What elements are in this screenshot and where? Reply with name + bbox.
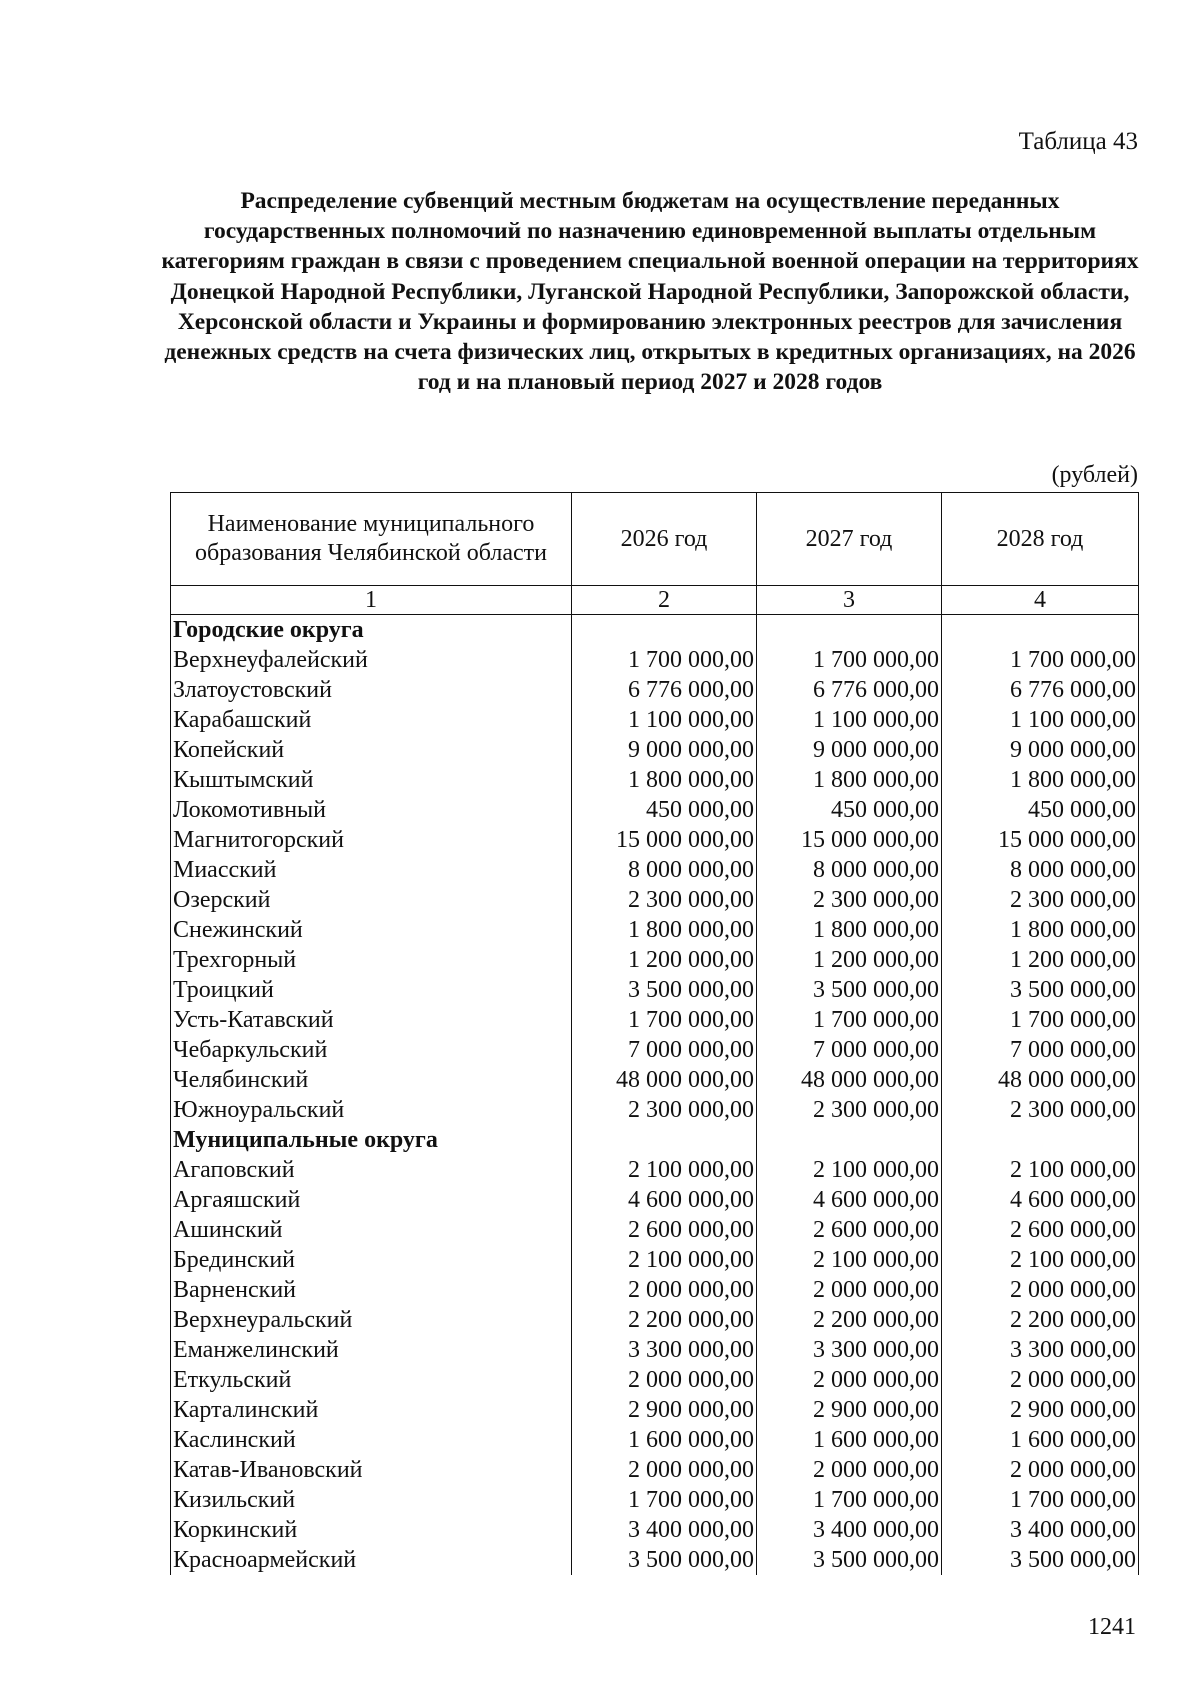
value-2026: 2 300 000,00 — [572, 885, 757, 915]
table-row — [171, 1155, 1139, 1185]
table-row — [171, 645, 1139, 675]
empty-cell — [757, 615, 942, 646]
value-2026: 2 000 000,00 — [572, 1275, 757, 1305]
value-2026: 1 700 000,00 — [572, 1005, 757, 1035]
value-2027: 6 776 000,00 — [757, 675, 942, 705]
value-2027: 1 600 000,00 — [757, 1425, 942, 1455]
value-2027: 1 700 000,00 — [757, 645, 942, 675]
value-2026: 450 000,00 — [572, 795, 757, 825]
value-2026: 1 200 000,00 — [572, 945, 757, 975]
municipality-name: Карабашский — [171, 705, 572, 735]
value-2028: 1 700 000,00 — [942, 1005, 1139, 1035]
municipality-name: Златоустовский — [171, 675, 572, 705]
table-row — [171, 1215, 1139, 1245]
municipality-name: Магнитогорский — [171, 825, 572, 855]
column-number: 1 — [171, 586, 572, 615]
subvention-table — [170, 492, 1139, 1575]
value-2028: 7 000 000,00 — [942, 1035, 1139, 1065]
table-row — [171, 915, 1139, 945]
value-2028: 1 600 000,00 — [942, 1425, 1139, 1455]
value-2027: 3 300 000,00 — [757, 1335, 942, 1365]
value-2026: 3 400 000,00 — [572, 1515, 757, 1545]
municipality-name: Ашинский — [171, 1215, 572, 1245]
value-2028: 1 700 000,00 — [942, 645, 1139, 675]
value-2028: 3 500 000,00 — [942, 1545, 1139, 1575]
value-2027: 2 000 000,00 — [757, 1275, 942, 1305]
municipality-name: Еткульский — [171, 1365, 572, 1395]
value-2028: 2 600 000,00 — [942, 1215, 1139, 1245]
table-row — [171, 1305, 1139, 1335]
value-2027: 2 000 000,00 — [757, 1365, 942, 1395]
section-row — [171, 615, 1139, 646]
municipality-name: Троицкий — [171, 975, 572, 1005]
value-2028: 8 000 000,00 — [942, 855, 1139, 885]
value-2027: 1 700 000,00 — [757, 1005, 942, 1035]
value-2027: 15 000 000,00 — [757, 825, 942, 855]
value-2026: 2 000 000,00 — [572, 1365, 757, 1395]
value-2028: 2 000 000,00 — [942, 1365, 1139, 1395]
value-2027: 2 100 000,00 — [757, 1155, 942, 1185]
table-row — [171, 705, 1139, 735]
table-row — [171, 1515, 1139, 1545]
value-2027: 2 300 000,00 — [757, 885, 942, 915]
municipality-name: Красноармейский — [171, 1545, 572, 1575]
municipality-name: Локомотивный — [171, 795, 572, 825]
value-2026: 3 500 000,00 — [572, 1545, 757, 1575]
value-2028: 1 800 000,00 — [942, 765, 1139, 795]
table-body — [171, 615, 1139, 1576]
value-2026: 1 100 000,00 — [572, 705, 757, 735]
municipality-name: Верхнеуфалейский — [171, 645, 572, 675]
municipality-name: Каслинский — [171, 1425, 572, 1455]
value-2028: 2 900 000,00 — [942, 1395, 1139, 1425]
municipality-name: Копейский — [171, 735, 572, 765]
value-2027: 1 200 000,00 — [757, 945, 942, 975]
value-2026: 3 300 000,00 — [572, 1335, 757, 1365]
column-number: 2 — [572, 586, 757, 615]
empty-cell — [942, 1125, 1139, 1155]
header-2028: 2028 год — [942, 493, 1139, 586]
table-label: Таблица 43 — [1018, 128, 1138, 155]
table-row — [171, 1395, 1139, 1425]
value-2026: 4 600 000,00 — [572, 1185, 757, 1215]
value-2028: 2 100 000,00 — [942, 1245, 1139, 1275]
value-2027: 3 400 000,00 — [757, 1515, 942, 1545]
table-row — [171, 825, 1139, 855]
value-2028: 15 000 000,00 — [942, 825, 1139, 855]
value-2026: 6 776 000,00 — [572, 675, 757, 705]
value-2027: 8 000 000,00 — [757, 855, 942, 885]
value-2028: 9 000 000,00 — [942, 735, 1139, 765]
table-row — [171, 945, 1139, 975]
value-2026: 2 900 000,00 — [572, 1395, 757, 1425]
table-row — [171, 1095, 1139, 1125]
column-number-row — [171, 586, 1139, 615]
value-2028: 2 000 000,00 — [942, 1275, 1139, 1305]
value-2028: 450 000,00 — [942, 795, 1139, 825]
table-row — [171, 855, 1139, 885]
value-2026: 3 500 000,00 — [572, 975, 757, 1005]
value-2027: 1 700 000,00 — [757, 1485, 942, 1515]
table-row — [171, 1035, 1139, 1065]
column-number: 4 — [942, 586, 1139, 615]
value-2026: 9 000 000,00 — [572, 735, 757, 765]
table-row — [171, 1065, 1139, 1095]
value-2028: 2 300 000,00 — [942, 885, 1139, 915]
value-2026: 1 800 000,00 — [572, 915, 757, 945]
value-2027: 3 500 000,00 — [757, 975, 942, 1005]
value-2026: 7 000 000,00 — [572, 1035, 757, 1065]
table-row — [171, 1245, 1139, 1275]
value-2027: 1 800 000,00 — [757, 765, 942, 795]
empty-cell — [942, 615, 1139, 646]
column-number: 3 — [757, 586, 942, 615]
value-2028: 2 200 000,00 — [942, 1305, 1139, 1335]
empty-cell — [572, 1125, 757, 1155]
value-2027: 2 300 000,00 — [757, 1095, 942, 1125]
value-2028: 3 500 000,00 — [942, 975, 1139, 1005]
value-2028: 3 400 000,00 — [942, 1515, 1139, 1545]
table-row — [171, 675, 1139, 705]
municipality-name: Аргаяшский — [171, 1185, 572, 1215]
value-2026: 2 600 000,00 — [572, 1215, 757, 1245]
table-row — [171, 1485, 1139, 1515]
value-2028: 48 000 000,00 — [942, 1065, 1139, 1095]
value-2028: 2 300 000,00 — [942, 1095, 1139, 1125]
value-2026: 2 100 000,00 — [572, 1245, 757, 1275]
municipality-name: Чебаркульский — [171, 1035, 572, 1065]
municipality-name: Еманжелинский — [171, 1335, 572, 1365]
units-label: (рублей) — [1051, 462, 1138, 488]
value-2027: 1 100 000,00 — [757, 705, 942, 735]
table-row — [171, 1455, 1139, 1485]
municipality-name: Усть-Катавский — [171, 1005, 572, 1035]
value-2026: 1 700 000,00 — [572, 1485, 757, 1515]
table-row — [171, 1545, 1139, 1575]
header-name: Наименование муниципального образования Челябинской области — [171, 493, 572, 586]
table-header-row — [171, 493, 1139, 586]
municipality-name: Варненский — [171, 1275, 572, 1305]
value-2028: 6 776 000,00 — [942, 675, 1139, 705]
value-2026: 1 700 000,00 — [572, 645, 757, 675]
table-row — [171, 975, 1139, 1005]
empty-cell — [757, 1125, 942, 1155]
value-2026: 15 000 000,00 — [572, 825, 757, 855]
empty-cell — [572, 615, 757, 646]
table-row — [171, 1275, 1139, 1305]
value-2026: 2 100 000,00 — [572, 1155, 757, 1185]
header-2027: 2027 год — [757, 493, 942, 586]
municipality-name: Миасский — [171, 855, 572, 885]
municipality-name: Трехгорный — [171, 945, 572, 975]
value-2028: 1 700 000,00 — [942, 1485, 1139, 1515]
value-2027: 9 000 000,00 — [757, 735, 942, 765]
value-2027: 2 900 000,00 — [757, 1395, 942, 1425]
section-row — [171, 1125, 1139, 1155]
table-row — [171, 765, 1139, 795]
value-2026: 48 000 000,00 — [572, 1065, 757, 1095]
value-2028: 2 100 000,00 — [942, 1155, 1139, 1185]
value-2028: 3 300 000,00 — [942, 1335, 1139, 1365]
value-2027: 2 000 000,00 — [757, 1455, 942, 1485]
municipality-name: Кизильский — [171, 1485, 572, 1515]
section-title: Городские округа — [171, 615, 572, 646]
value-2026: 8 000 000,00 — [572, 855, 757, 885]
table-row — [171, 1425, 1139, 1455]
value-2027: 48 000 000,00 — [757, 1065, 942, 1095]
municipality-name: Снежинский — [171, 915, 572, 945]
section-title: Муниципальные округа — [171, 1125, 572, 1155]
table-row — [171, 735, 1139, 765]
value-2026: 2 200 000,00 — [572, 1305, 757, 1335]
value-2026: 1 800 000,00 — [572, 765, 757, 795]
value-2027: 3 500 000,00 — [757, 1545, 942, 1575]
municipality-name: Озерский — [171, 885, 572, 915]
municipality-name: Карталинский — [171, 1395, 572, 1425]
value-2027: 4 600 000,00 — [757, 1185, 942, 1215]
value-2027: 450 000,00 — [757, 795, 942, 825]
value-2028: 1 100 000,00 — [942, 705, 1139, 735]
municipality-name: Кыштымский — [171, 765, 572, 795]
value-2027: 2 100 000,00 — [757, 1245, 942, 1275]
value-2028: 1 200 000,00 — [942, 945, 1139, 975]
municipality-name: Верхнеуральский — [171, 1305, 572, 1335]
municipality-name: Южноуральский — [171, 1095, 572, 1125]
header-2026: 2026 год — [572, 493, 757, 586]
value-2026: 1 600 000,00 — [572, 1425, 757, 1455]
value-2026: 2 000 000,00 — [572, 1455, 757, 1485]
table-row — [171, 795, 1139, 825]
value-2026: 2 300 000,00 — [572, 1095, 757, 1125]
municipality-name: Коркинский — [171, 1515, 572, 1545]
value-2027: 1 800 000,00 — [757, 915, 942, 945]
value-2028: 2 000 000,00 — [942, 1455, 1139, 1485]
table-row — [171, 885, 1139, 915]
municipality-name: Катав-Ивановский — [171, 1455, 572, 1485]
value-2027: 2 200 000,00 — [757, 1305, 942, 1335]
municipality-name: Агаповский — [171, 1155, 572, 1185]
municipality-name: Челябинский — [171, 1065, 572, 1095]
table-row — [171, 1005, 1139, 1035]
page-number: 1241 — [1088, 1614, 1136, 1640]
value-2028: 4 600 000,00 — [942, 1185, 1139, 1215]
municipality-name: Брединский — [171, 1245, 572, 1275]
table-row — [171, 1335, 1139, 1365]
table-row — [171, 1185, 1139, 1215]
value-2027: 7 000 000,00 — [757, 1035, 942, 1065]
value-2027: 2 600 000,00 — [757, 1215, 942, 1245]
table-row — [171, 1365, 1139, 1395]
page-title: Распределение субвенций местным бюджетам на осуществление переданных государственных полномочий по назначению единовременной выплаты отдельным категориям граждан в связи с проведением специальной военной операции на территориях Донецкой Народной Республики, Луганской Народной Республики, Запорожской области, Херсонской области и Украины и формированию электронных реестров для зачисления денежных средств на счета физических лиц, открытых в кредитных организациях, на 2026 год и на плановый период 2027 и 2028 годов — [161, 188, 1139, 396]
value-2028: 1 800 000,00 — [942, 915, 1139, 945]
